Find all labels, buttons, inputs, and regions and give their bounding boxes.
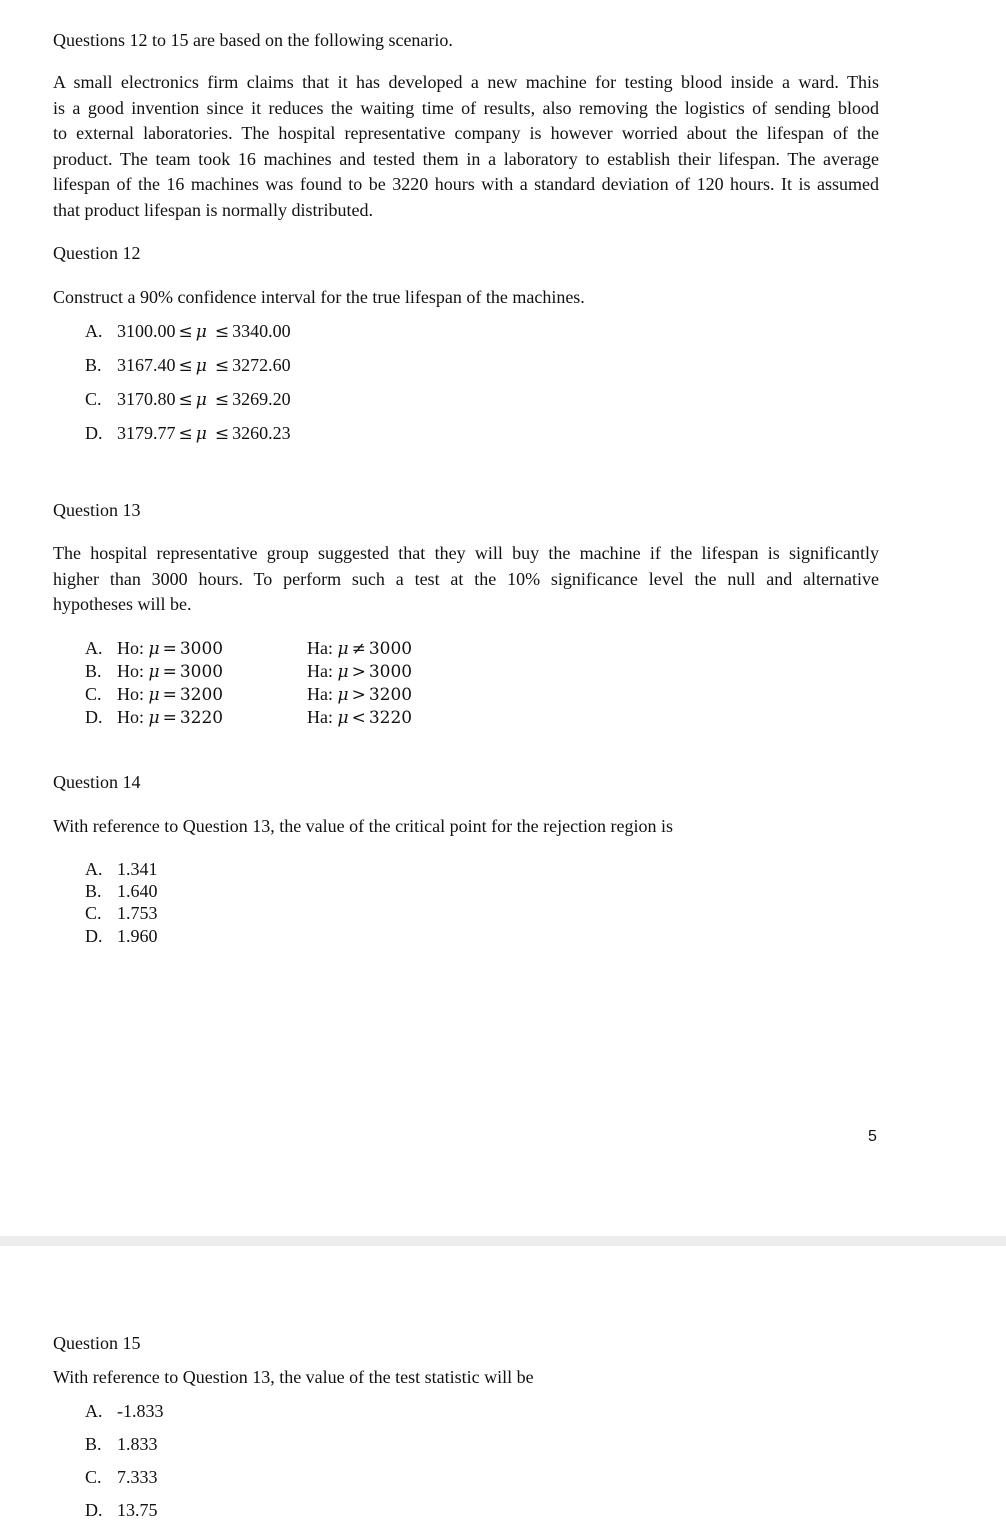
q15-option-d: [85, 1499, 158, 1521]
q14-option-b: [85, 880, 158, 902]
ha-label: Ha:: [307, 661, 333, 681]
interval-high: 3269.20: [232, 389, 291, 409]
option-value: 1.960: [117, 926, 158, 946]
q12-option-d: [85, 422, 291, 445]
question-13-prompt: [53, 541, 879, 618]
scenario-line: product. The team took 16 machines and tested them in a laboratory to establish their lifespan. The average: [53, 148, 879, 169]
scenario-line: is a good invention since it reduces the waiting time of results, also removing the logistics of sending blood: [53, 97, 879, 118]
ha-operator: <: [351, 708, 366, 728]
interval-high: 3272.60: [232, 355, 291, 375]
le-symbol: ≤: [178, 356, 193, 376]
alt-hypothesis: [307, 706, 412, 729]
q13-option-d: [85, 706, 412, 728]
ha-operator: ≠: [351, 639, 366, 659]
eq-symbol: =: [162, 662, 177, 682]
q12-option-c: [85, 388, 291, 411]
mu-symbol: μ: [337, 685, 349, 705]
question-15-prompt: With reference to Question 13, the value of the test statistic will be: [53, 1367, 534, 1387]
alt-hypothesis: [307, 637, 412, 660]
mu-symbol: μ: [337, 708, 349, 728]
le-symbol: ≤: [178, 390, 193, 410]
option-letter: B.: [85, 661, 102, 681]
option-letter: A.: [85, 1401, 103, 1421]
option-letter: C.: [85, 1467, 102, 1487]
page-separator: [0, 1236, 1006, 1246]
prompt-line: hypotheses will be.: [53, 594, 192, 615]
ha-value: 3000: [368, 639, 413, 659]
question-14-prompt: With reference to Question 13, the value of the critical point for the rejection region is: [53, 816, 674, 836]
ha-value: 3220: [368, 708, 413, 728]
question-12-title: Question 12: [53, 243, 141, 263]
option-letter: C.: [85, 903, 102, 923]
mu-symbol: μ: [148, 662, 160, 682]
option-value: 1.833: [117, 1434, 158, 1454]
q14-option-d: [85, 925, 158, 947]
scenario-line: A small electronics firm claims that it has developed a new machine for testing blood inside a ward. This: [53, 72, 879, 92]
q13-option-a: [85, 637, 412, 659]
mu-symbol: μ: [195, 424, 207, 444]
mu-symbol: μ: [148, 685, 160, 705]
ho-value: 3000: [179, 639, 224, 659]
alt-hypothesis: [307, 683, 412, 706]
interval-low: 3167.40: [117, 355, 176, 375]
ha-value: 3200: [368, 685, 413, 705]
q15-option-b: [85, 1433, 158, 1455]
option-value: -1.833: [117, 1401, 164, 1421]
null-hypothesis: [117, 683, 307, 706]
ho-value: 3000: [179, 662, 224, 682]
ha-label: Ha:: [307, 638, 333, 658]
interval-low: 3179.77: [117, 423, 176, 443]
ha-value: 3000: [368, 662, 413, 682]
question-13-title: Question 13: [53, 500, 141, 520]
scenario-line: lifespan of the 16 machines was found to be 3220 hours with a standard deviation of 120 hours. It is assumed: [53, 174, 879, 195]
ha-label: Ha:: [307, 684, 333, 704]
scenario-line: to external laboratories. The hospital representative company is however worried about the lifespan of the: [53, 123, 879, 144]
q12-option-b: [85, 354, 291, 377]
mu-symbol: μ: [195, 322, 207, 342]
ha-operator: >: [351, 662, 366, 682]
scenario-paragraph: [53, 70, 879, 224]
null-hypothesis: [117, 637, 307, 660]
null-hypothesis: [117, 660, 307, 683]
option-value: 7.333: [117, 1467, 158, 1487]
ha-operator: >: [351, 685, 366, 705]
option-letter: D.: [85, 1500, 103, 1520]
le-symbol: ≤: [178, 424, 193, 444]
ho-label: Ho:: [117, 661, 144, 681]
option-value: 1.341: [117, 859, 158, 879]
eq-symbol: =: [162, 685, 177, 705]
q15-option-a: [85, 1400, 164, 1422]
option-letter: A.: [85, 859, 103, 879]
option-letter: D.: [85, 926, 103, 946]
le-symbol: ≤: [214, 390, 230, 410]
question-12-prompt: Construct a 90% confidence interval for the true lifespan of the machines.: [53, 287, 585, 307]
q12-option-a: [85, 320, 291, 343]
q13-option-c: [85, 683, 412, 705]
mu-symbol: μ: [148, 639, 160, 659]
le-symbol: ≤: [214, 356, 230, 376]
option-letter: B.: [85, 881, 102, 901]
ho-label: Ho:: [117, 707, 144, 727]
eq-symbol: =: [162, 708, 177, 728]
option-letter: D.: [85, 707, 103, 727]
null-hypothesis: [117, 706, 307, 729]
option-letter: D.: [85, 423, 103, 443]
option-value: 1.640: [117, 881, 158, 901]
ho-value: 3200: [179, 685, 224, 705]
option-value: 13.75: [117, 1500, 158, 1520]
interval-low: 3100.00: [117, 321, 176, 341]
ha-label: Ha:: [307, 707, 333, 727]
le-symbol: ≤: [214, 322, 230, 342]
mu-symbol: μ: [148, 708, 160, 728]
option-letter: B.: [85, 1434, 102, 1454]
le-symbol: ≤: [214, 424, 230, 444]
ho-value: 3220: [179, 708, 224, 728]
q14-option-a: [85, 858, 158, 880]
option-letter: C.: [85, 389, 102, 409]
mu-symbol: μ: [195, 390, 207, 410]
page-number: 5: [868, 1128, 877, 1145]
alt-hypothesis: [307, 660, 412, 683]
mu-symbol: μ: [337, 639, 349, 659]
ho-label: Ho:: [117, 684, 144, 704]
eq-symbol: =: [162, 639, 177, 659]
scenario-intro: Questions 12 to 15 are based on the following scenario.: [53, 30, 453, 50]
prompt-line: The hospital representative group suggested that they will buy the machine if the lifespan is significantly: [53, 543, 879, 563]
document-page-6: [0, 1246, 1006, 1540]
mu-symbol: μ: [195, 356, 207, 376]
prompt-line: higher than 3000 hours. To perform such a test at the 10% significance level the null and alternative: [53, 568, 879, 589]
q13-option-b: [85, 660, 412, 682]
option-letter: A.: [85, 321, 103, 341]
question-14-title: Question 14: [53, 772, 141, 792]
option-letter: C.: [85, 684, 102, 704]
option-letter: A.: [85, 638, 103, 658]
q15-option-c: [85, 1466, 158, 1488]
scenario-line: that product lifespan is normally distributed.: [53, 199, 373, 220]
ho-label: Ho:: [117, 638, 144, 658]
le-symbol: ≤: [178, 322, 193, 342]
q14-option-c: [85, 902, 158, 924]
question-15-title: Question 15: [53, 1333, 141, 1353]
interval-high: 3260.23: [232, 423, 291, 443]
option-letter: B.: [85, 355, 102, 375]
interval-low: 3170.80: [117, 389, 176, 409]
interval-high: 3340.00: [232, 321, 291, 341]
option-value: 1.753: [117, 903, 158, 923]
mu-symbol: μ: [337, 662, 349, 682]
